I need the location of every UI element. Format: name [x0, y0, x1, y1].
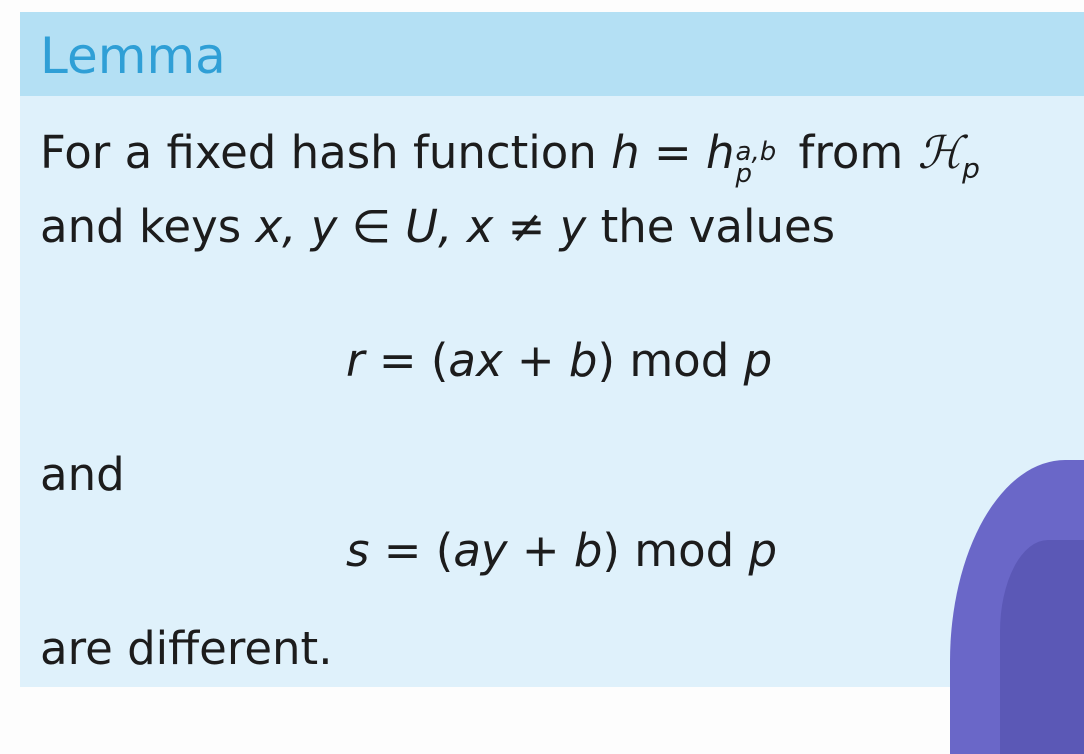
hash-indices — [735, 137, 777, 189]
formula-r-middle: = ( — [364, 334, 449, 387]
from-text: from — [784, 126, 918, 179]
statement-line-1 — [40, 126, 980, 196]
formula-r-expr: ax + b — [448, 334, 598, 387]
formula-s-lhs: s — [346, 524, 370, 577]
line1-text: For a fixed hash function — [40, 126, 612, 179]
equals-sign: = — [639, 126, 706, 179]
hash-subscript: p — [735, 159, 753, 189]
formula-r — [346, 334, 772, 388]
formula-r-lhs: r — [346, 334, 365, 387]
lemma-block — [20, 12, 1084, 687]
hash-family-subscript: p — [962, 152, 980, 185]
formula-r-modulus: p — [743, 334, 773, 387]
formula-r-close: ) mod — [597, 334, 744, 387]
line2-text-after: the values — [586, 200, 836, 253]
block-title: Lemma — [40, 27, 226, 85]
closing-text: are different. — [40, 622, 333, 675]
hash-symbol: h — [611, 126, 640, 179]
statement-line-2 — [40, 200, 835, 254]
formula-s-expr: ay + b — [453, 524, 603, 577]
formula-s-modulus: p — [748, 524, 778, 577]
lemma-header — [20, 12, 1084, 96]
formula-s-close: ) mod — [602, 524, 749, 577]
hash-family: ℋ — [917, 126, 963, 179]
formula-s — [346, 524, 777, 578]
presenter-shadow — [1000, 540, 1084, 754]
hash-superscript: a,b — [735, 137, 777, 167]
line2-text: and keys — [40, 200, 256, 253]
hash-base: h — [706, 126, 735, 179]
keys-condition: x, y ∈ U, x ≠ y — [255, 200, 587, 253]
formula-s-middle: = ( — [369, 524, 454, 577]
and-text: and — [40, 448, 125, 501]
